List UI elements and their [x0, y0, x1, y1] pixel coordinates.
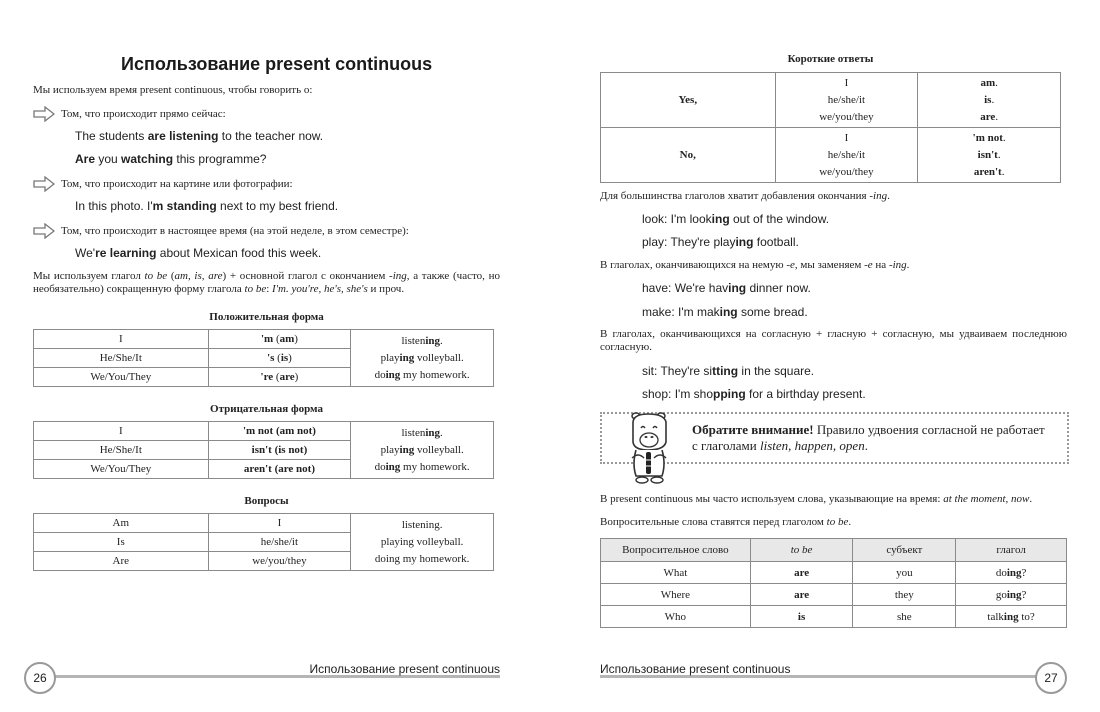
- table-header: субъект: [853, 539, 956, 562]
- outline-arrow-right-icon: [33, 176, 55, 192]
- table-cell: you: [853, 562, 956, 584]
- capybara-mascot-icon: [628, 408, 672, 486]
- question-words-table: [600, 538, 1067, 628]
- table-row: [34, 330, 494, 349]
- footer-title: Использование present continuous: [600, 662, 791, 676]
- table-row: [601, 73, 1061, 128]
- table-cell: are: [750, 584, 853, 606]
- positive-form-title: Положительная форма: [209, 311, 324, 323]
- table-cell: am. is. are.: [918, 73, 1061, 128]
- table-cell: 're (are): [208, 368, 351, 387]
- table-row: [601, 584, 1067, 606]
- bullet-picture: [33, 176, 293, 192]
- example-sentence: make: I'm making some bread.: [642, 305, 808, 319]
- negative-form-table: [33, 421, 494, 479]
- table-header: глагол: [956, 539, 1067, 562]
- table-cell: Yes,: [601, 73, 776, 128]
- table-row: [601, 606, 1067, 628]
- table-cell: He/She/It: [34, 441, 209, 460]
- table-cell: listening. playing volleyball. doing my homework.: [351, 330, 494, 387]
- table-cell: aren't (are not): [208, 460, 351, 479]
- question-words-text: Вопросительные слова ставятся перед глаголом to be.: [600, 516, 852, 528]
- table-cell: I he/she/it we/you/they: [775, 128, 918, 183]
- table-cell: No,: [601, 128, 776, 183]
- left-page: [33, 0, 500, 712]
- bullet-text: Том, что происходит прямо сейчас:: [61, 108, 226, 120]
- table-cell: listening. playing volleyball. doing my homework.: [351, 422, 494, 479]
- example-sentence: shop: I'm shopping for a birthday present.: [642, 387, 866, 401]
- table-cell: Where: [601, 584, 751, 606]
- table-cell: We/You/They: [34, 460, 209, 479]
- questions-title: Вопросы: [244, 495, 289, 507]
- questions-table: [33, 513, 494, 571]
- positive-form-table: [33, 329, 494, 387]
- bullet-current-period: [33, 223, 409, 239]
- page-number: 27: [1035, 662, 1067, 694]
- example-sentence: Are you watching this programme?: [75, 152, 267, 166]
- bullet-now: [33, 106, 226, 122]
- table-cell: she: [853, 606, 956, 628]
- table-cell: going?: [956, 584, 1067, 606]
- table-cell: He/She/It: [34, 349, 209, 368]
- table-cell: I: [34, 422, 209, 441]
- table-cell: 'm not (am not): [208, 422, 351, 441]
- example-sentence: look: I'm looking out of the window.: [642, 212, 830, 226]
- attention-text: Обратите внимание! Правило удвоения согласной не работает с глаголами listen, happen, open.: [692, 422, 1045, 453]
- table-cell: We/You/They: [34, 368, 209, 387]
- table-cell: I: [34, 330, 209, 349]
- example-sentence: The students are listening to the teacher now.: [75, 129, 324, 143]
- table-cell: are: [750, 562, 853, 584]
- bullet-text: Том, что происходит в настоящее время (на этой неделе, в этом семестре):: [61, 225, 409, 237]
- table-header: to be: [750, 539, 853, 562]
- table-row: [34, 514, 494, 533]
- example-sentence: In this photo. I'm standing next to my best friend.: [75, 199, 339, 213]
- table-cell: I he/she/it we/you/they: [775, 73, 918, 128]
- example-sentence: have: We're having dinner now.: [642, 281, 811, 295]
- example-sentence: play: They're playing football.: [642, 235, 799, 249]
- rule-paragraph: Мы используем глагол to be (am, is, are) + основной глагол с окончанием -ing, а также (часто, но необязательно) сокращенную форму глагола to be: I'm. you're, he's, she's и проч.: [33, 270, 500, 295]
- short-answers-table: [600, 72, 1061, 183]
- table-cell: he/she/it: [208, 533, 351, 552]
- rule-silent-e: В глаголах, оканчивающихся на немую -e, мы заменяем -e на -ing.: [600, 259, 910, 271]
- example-sentence: We're learning about Mexican food this week.: [75, 246, 322, 260]
- outline-arrow-right-icon: [33, 223, 55, 239]
- table-row: [601, 128, 1061, 183]
- table-cell: talking to?: [956, 606, 1067, 628]
- table-cell: Are: [34, 552, 209, 571]
- table-header: Вопросительное слово: [601, 539, 751, 562]
- table-cell: 'm not. isn't. aren't.: [918, 128, 1061, 183]
- right-page: [600, 0, 1067, 712]
- intro-text: Мы используем время present continuous, чтобы говорить о:: [33, 84, 313, 96]
- table-cell: is: [750, 606, 853, 628]
- table-cell: What: [601, 562, 751, 584]
- table-cell: listening. playing volleyball. doing my homework.: [351, 514, 494, 571]
- bullet-text: Том, что происходит на картине или фотографии:: [61, 178, 293, 190]
- time-words-text: В present continuous мы часто используем слова, указывающие на время: at the moment, now.: [600, 493, 1033, 505]
- table-cell: 's (is): [208, 349, 351, 368]
- footer-title: Использование present continuous: [309, 662, 500, 676]
- table-cell: Who: [601, 606, 751, 628]
- table-cell: Is: [34, 533, 209, 552]
- negative-form-title: Отрицательная форма: [210, 403, 323, 415]
- table-cell: they: [853, 584, 956, 606]
- table-header-row: [601, 539, 1067, 562]
- table-cell: 'm (am): [208, 330, 351, 349]
- table-row: [34, 422, 494, 441]
- table-cell: Am: [34, 514, 209, 533]
- table-cell: we/you/they: [208, 552, 351, 571]
- rule-ing: Для большинства глаголов хватит добавления окончания -ing.: [600, 190, 890, 202]
- table-cell: I: [208, 514, 351, 533]
- short-answers-title: Короткие ответы: [787, 53, 874, 65]
- table-cell: doing?: [956, 562, 1067, 584]
- table-row: [601, 562, 1067, 584]
- page-number: 26: [24, 662, 56, 694]
- example-sentence: sit: They're sitting in the square.: [642, 364, 815, 378]
- outline-arrow-right-icon: [33, 106, 55, 122]
- rule-doubling: В глаголах, оканчивающихся на согласную + гласную + согласную, мы удваиваем последнюю согласную.: [600, 328, 1067, 353]
- table-cell: isn't (is not): [208, 441, 351, 460]
- page-title: Использование present continuous: [121, 54, 433, 74]
